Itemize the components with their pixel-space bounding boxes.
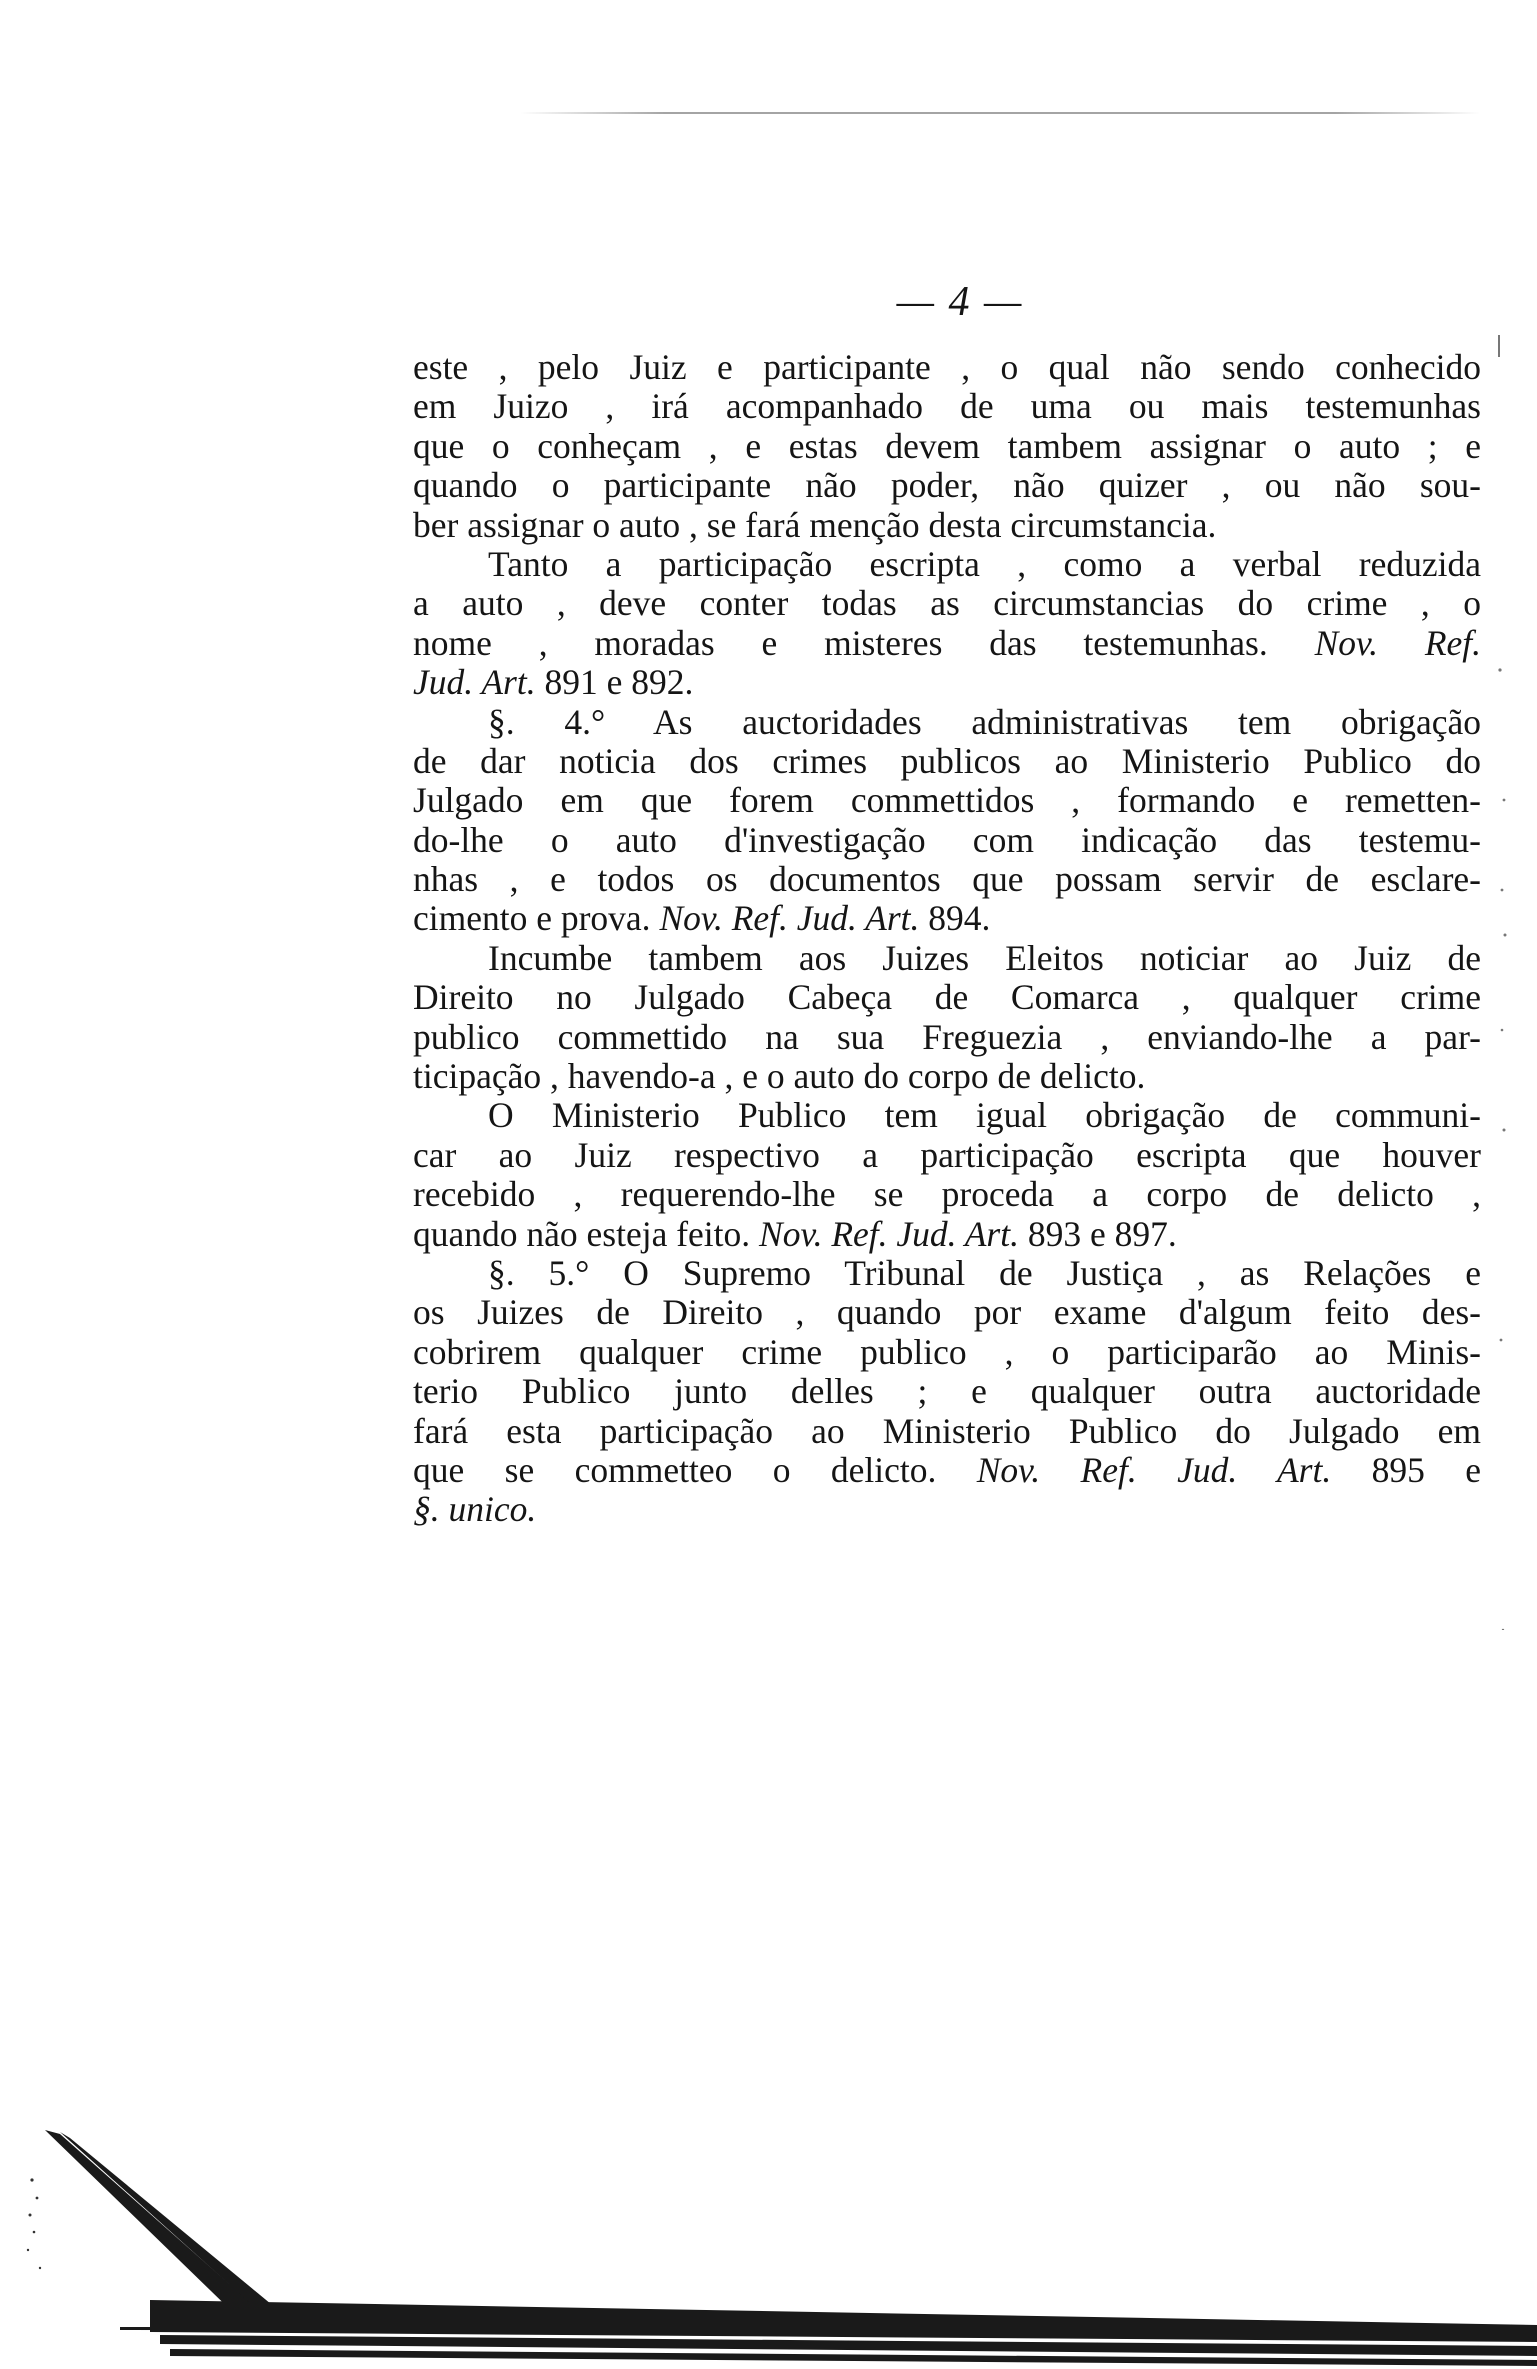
text-line: §. 4.° As auctoridades administrativas tem obrigação	[488, 701, 1482, 742]
text-line: recebido , requerendo-lhe se proceda a corpo de delicto ,	[413, 1174, 1481, 1215]
text-line: terio Publico junto delles ; e qualquer outra auctoridade	[413, 1371, 1481, 1412]
text-line: que se commetteo o delicto. Nov. Ref. Jud. Art. 895 e	[413, 1449, 1482, 1490]
text-line: cimento e prova. Nov. Ref. Jud. Art. 894.	[413, 898, 991, 939]
text-line: nhas , e todos os documentos que possam servir de esclare-	[413, 859, 1481, 900]
page-number: — 4 —	[896, 279, 1024, 325]
text-line: fará esta participação ao Ministerio Publico do Julgado em	[413, 1410, 1481, 1451]
text-line: car ao Juiz respectivo a participação escripta que houver	[413, 1134, 1481, 1175]
text-line: quando o participante não poder, não quizer , ou não sou-	[413, 465, 1481, 506]
margin-specks	[1490, 330, 1510, 1630]
text-line: os Juizes de Direito , quando por exame d'algum feito des-	[413, 1292, 1481, 1333]
text-line: do-lhe o auto d'investigação com indicação das testemu-	[413, 819, 1481, 860]
text-line: nome , moradas e misteres das testemunhas. Nov. Ref.	[413, 622, 1481, 663]
text-line: Tanto a participação escripta , como a verbal reduzida	[488, 543, 1481, 584]
text-line: que o conheçam , e estas devem tambem assignar o auto ; e	[413, 425, 1481, 466]
text-line: Julgado em que forem commettidos , formando e remetten-	[413, 780, 1481, 821]
text-line: Incumbe tambem aos Juizes Eleitos noticiar ao Juiz de	[488, 937, 1481, 978]
text-line: quando não esteja feito. Nov. Ref. Jud. Art. 893 e 897.	[413, 1213, 1177, 1254]
text-line: de dar noticia dos crimes publicos ao Ministerio Publico do	[413, 740, 1481, 781]
text-line: §. unico.	[413, 1489, 537, 1530]
text-line: Direito no Julgado Cabeça de Comarca , qualquer crime	[413, 977, 1481, 1018]
text-line: ber assignar o auto , se fará menção desta circumstancia.	[413, 504, 1217, 545]
text-line: publico commettido na sua Freguezia , enviando-lhe a par-	[413, 1016, 1481, 1057]
text-line: ticipação , havendo-a , e o auto do corpo de delicto.	[413, 1056, 1146, 1097]
text-line: em Juizo , irá acompanhado de uma ou mais testemunhas	[413, 386, 1481, 427]
body-text	[413, 348, 1481, 1530]
text-line: cobrirem qualquer crime publico , o participarão ao Minis-	[413, 1331, 1481, 1372]
text-line: O Ministerio Publico tem igual obrigação de communi-	[488, 1095, 1481, 1136]
text-line: §. 5.° O Supremo Tribunal de Justiça , as Relações e	[488, 1252, 1481, 1293]
page-edge-artifact	[0, 2120, 1537, 2369]
text-line: Jud. Art. 891 e 892.	[413, 662, 694, 703]
text-line: este , pelo Juiz e participante , o qual não sendo conhecido	[413, 347, 1481, 387]
text-line: a auto , deve conter todas as circumstancias do crime , o	[413, 583, 1481, 624]
top-rule	[520, 112, 1480, 114]
